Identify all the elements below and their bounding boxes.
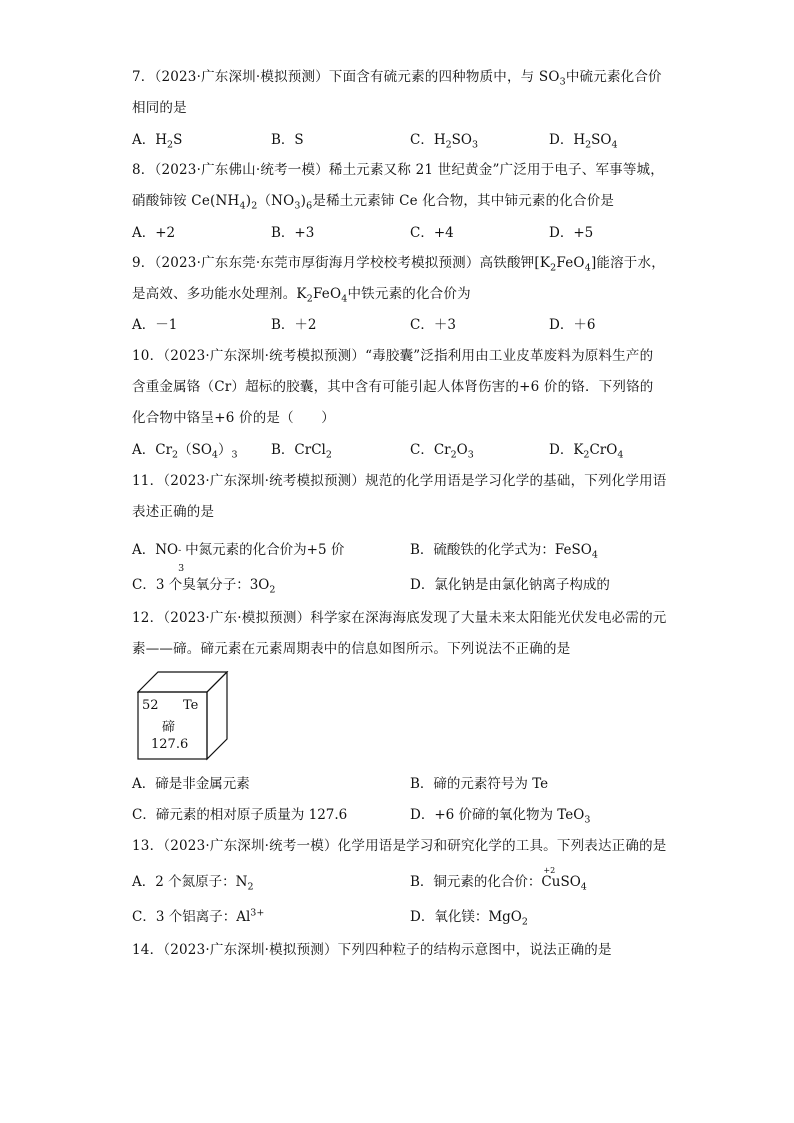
- question-12: [132, 603, 672, 665]
- q8-option-c[interactable]: C．+4: [410, 225, 454, 241]
- question-13: [132, 831, 672, 862]
- q9-option-a[interactable]: A．－1: [132, 317, 178, 333]
- q9-option-c[interactable]: C．＋3: [410, 317, 456, 333]
- q12-options-row1: [132, 770, 692, 798]
- q11-options-row1: [132, 536, 692, 574]
- q11-stem-line2: 表述正确的是: [132, 504, 215, 520]
- q11-option-a[interactable]: A．NO - 3 中氮元素的化合价为+5 价: [132, 542, 345, 574]
- q10-stem-line1: 10．（2023·广东深圳·统考模拟预测）“毒胶囊”泛指利用由工业皮革废料为原料生产的: [132, 348, 654, 364]
- element-symbol: Te: [183, 698, 199, 713]
- q10-option-c[interactable]: C．$Cr_2O_3$: [410, 442, 474, 461]
- q9-option-d[interactable]: D．＋6: [549, 317, 596, 333]
- q7-stem-line2: 相同的是: [132, 100, 187, 116]
- question-11: [132, 466, 672, 528]
- q13-option-c[interactable]: C．3 个铝离子：$Al^{3+}$: [132, 907, 265, 925]
- q10-option-a[interactable]: A．$Cr_2(SO_4)_3$: [132, 442, 238, 461]
- q11-options-row2: [132, 571, 692, 599]
- q12-option-a[interactable]: A．碲是非金属元素: [132, 776, 250, 792]
- q8-stem-line2: 硝酸铈铵 $Ce(NH_4)_2(NO_3)_6$是稀土元素铈 Ce 化合物，其中铈元素的化合价是: [132, 193, 615, 212]
- q13-stem-line1: 13．（2023·广东深圳·统考一模）化学用语是学习和研究化学的工具。下列表达正确的是: [132, 838, 667, 854]
- element-tile-tellurium: [137, 671, 229, 761]
- q11-option-b[interactable]: B．硫酸铁的化学式为：FeSO$_4$: [410, 542, 598, 561]
- q13-option-a[interactable]: A．2 个氮原子：$N_2$: [132, 874, 254, 893]
- q9-options: [132, 311, 692, 339]
- q8-option-a[interactable]: A．+2: [132, 225, 176, 241]
- q7-option-d[interactable]: D．$H_2SO_4$: [549, 132, 618, 151]
- q13-options-row2: [132, 903, 692, 931]
- q7-stem-line1: 7．（2023·广东深圳·模拟预测）下面含有硫元素的四种物质中，与 $SO_3$中硫元素化合价: [132, 69, 662, 88]
- q12-options-row2: [132, 801, 692, 829]
- q8-option-b[interactable]: B．+3: [271, 225, 315, 241]
- q10-option-d[interactable]: D．$K_2CrO_4$: [549, 442, 624, 461]
- question-9: [132, 248, 672, 310]
- q12-option-b[interactable]: B．碲的元素符号为 Te: [410, 776, 549, 792]
- q12-option-d[interactable]: D．+6 价碲的氧化物为 TeO$_3$: [410, 807, 591, 826]
- q11-stem-line1: 11．（2023·广东深圳·统考模拟预测）规范的化学用语是学习化学的基础，下列化学用语: [132, 473, 667, 489]
- q13-option-b[interactable]: B．铜元素的化合价： +2 CuSO$_4$: [410, 866, 587, 893]
- q8-option-d[interactable]: D．+5: [549, 225, 594, 241]
- q7-option-c[interactable]: C．$H_2SO_3$: [410, 132, 479, 151]
- q11-option-c[interactable]: C．3 个臭氧分子：$3O_2$: [132, 577, 276, 596]
- q12-option-c[interactable]: C．碲元素的相对原子质量为 127.6: [132, 807, 348, 823]
- q9-option-b[interactable]: B．＋2: [271, 317, 317, 333]
- q13-option-d[interactable]: D．氧化镁：MgO$_2$: [410, 909, 528, 928]
- question-7: [132, 62, 672, 124]
- q9-stem-line1: 9．（2023·广东东莞·东莞市厚街海月学校校考模拟预测）高铁酸钾$[K_2FeO_4]$能溶于水，: [132, 255, 665, 274]
- question-14: [132, 935, 672, 966]
- q14-stem-line1: 14．（2023·广东深圳·模拟预测）下列四种粒子的结构示意图中，说法正确的是: [132, 942, 612, 958]
- q10-options: [132, 436, 692, 464]
- q7-options: [132, 126, 692, 154]
- question-8: [132, 155, 672, 217]
- q13-options-row1: [132, 868, 692, 896]
- q7-option-a[interactable]: A．$H_2S$: [132, 132, 183, 151]
- q8-stem-line1: 8．（2023·广东佛山·统考一模）稀土元素又称 21 世纪黄金”广泛用于电子、军事等城，: [132, 162, 664, 178]
- q12-stem-line2: 素——碲。碲元素在元素周期表中的信息如图所示。下列说法不正确的是: [132, 641, 571, 657]
- element-atomic-number: 52: [142, 698, 159, 713]
- q8-options: [132, 219, 692, 247]
- q10-option-b[interactable]: B．CrCl$_2$: [271, 442, 332, 461]
- q10-stem-line2: 含重金属铬（Cr）超标的胶囊，其中含有可能引起人体肾伤害的+6 价的铬．下列铬的: [132, 379, 654, 395]
- element-name: 碲: [162, 720, 176, 735]
- element-atomic-mass: 127.6: [151, 737, 189, 752]
- q12-stem-line1: 12．（2023·广东·模拟预测）科学家在深海海底发现了大量未来太阳能光伏发电必需的元: [132, 610, 667, 626]
- question-10: [132, 341, 672, 434]
- q10-stem-line3: 化合物中铬呈+6 价的是（ ）: [132, 410, 335, 426]
- q7-option-b[interactable]: B．S: [271, 132, 304, 148]
- q9-stem-line2: 是高效、多功能水处理剂。$K_2FeO_4$中铁元素的化合价为: [132, 286, 471, 305]
- q11-option-d[interactable]: D．氯化钠是由氯化钠离子构成的: [410, 577, 610, 593]
